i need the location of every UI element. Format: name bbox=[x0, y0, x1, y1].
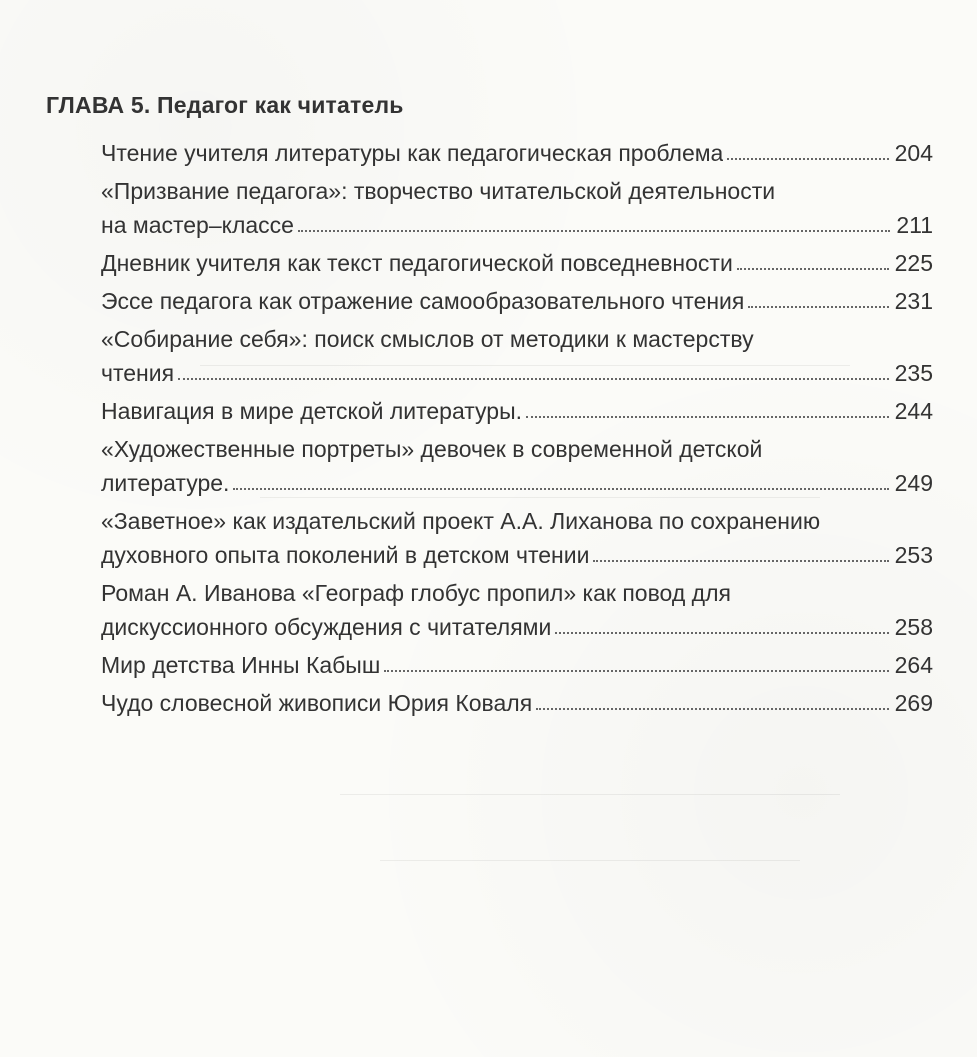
toc-entry bbox=[101, 174, 933, 242]
toc-entry-page-number: 225 bbox=[894, 250, 933, 276]
toc-entry-page-number: 231 bbox=[894, 288, 933, 314]
dot-leader bbox=[593, 560, 888, 562]
toc-entry-title-second-line: на мастер–классе bbox=[101, 212, 294, 238]
toc-entry-line bbox=[101, 246, 933, 280]
toc-entry-page-number: 244 bbox=[894, 398, 933, 424]
toc-entry-page-number: 253 bbox=[894, 542, 933, 568]
dot-leader bbox=[384, 670, 888, 672]
toc-entry-page-number: 204 bbox=[894, 140, 933, 166]
toc-entry-line bbox=[101, 356, 933, 390]
toc-entry-page-number: 249 bbox=[894, 470, 933, 496]
toc-entry bbox=[101, 686, 933, 720]
dot-leader bbox=[555, 632, 888, 634]
toc-entry-page-number: 264 bbox=[894, 652, 933, 678]
toc-entry-line bbox=[101, 466, 933, 500]
dot-leader bbox=[298, 230, 890, 232]
toc-entry-title-second-line: чтения bbox=[101, 360, 175, 386]
toc-entry-title: Эссе педагога как отражение самообразовательного чтения bbox=[101, 288, 745, 314]
toc-entry bbox=[101, 246, 933, 280]
chapter-title: ГЛАВА 5. Педагог как читатель bbox=[46, 92, 404, 118]
toc-entry bbox=[101, 136, 933, 170]
dot-leader bbox=[536, 708, 888, 710]
toc-entry-title: Мир детства Инны Кабыш bbox=[101, 652, 381, 678]
toc-entry-title: Навигация в мире детской литературы. bbox=[101, 398, 522, 424]
toc-entry-title-second-line: духовного опыта поколений в детском чтении bbox=[101, 542, 590, 568]
dot-leader bbox=[737, 268, 889, 270]
toc-entry-page-number: 211 bbox=[896, 212, 933, 238]
toc-entry-line bbox=[101, 648, 933, 682]
toc-entry-title: Чтение учителя литературы как педагогическая проблема bbox=[101, 140, 724, 166]
toc-entry-title-first-line: «Собирание себя»: поиск смыслов от методики к мастерству bbox=[101, 326, 754, 352]
dot-leader bbox=[233, 488, 888, 490]
toc-entry-title-second-line: литературе. bbox=[101, 470, 230, 496]
dot-leader bbox=[748, 306, 888, 308]
toc-entry-line bbox=[101, 208, 933, 242]
toc-entry-title-first-line: «Призвание педагога»: творчество читательской деятельности bbox=[101, 178, 776, 204]
toc-entry bbox=[101, 576, 933, 644]
toc-entry bbox=[101, 394, 933, 428]
toc-entry bbox=[101, 504, 933, 572]
dot-leader bbox=[178, 378, 889, 380]
toc-entry-line bbox=[101, 538, 933, 572]
toc-entry-title-first-line: «Художественные портреты» девочек в современной детской bbox=[101, 436, 763, 462]
toc-entry-title-first-line: Роман А. Иванова «Географ глобус пропил» как повод для bbox=[101, 580, 731, 606]
toc-entry bbox=[101, 648, 933, 682]
toc-entry-page-number: 258 bbox=[894, 614, 933, 640]
dot-leader bbox=[526, 416, 889, 418]
toc-entry-line bbox=[101, 686, 933, 720]
toc-entry bbox=[101, 432, 933, 500]
toc-entry-title: Чудо словесной живописи Юрия Коваля bbox=[101, 690, 533, 716]
toc-entry-title-second-line: дискуссионного обсуждения с читателями bbox=[101, 614, 552, 640]
background-faint-line bbox=[380, 860, 800, 861]
dot-leader bbox=[727, 158, 888, 160]
toc-entry-line bbox=[101, 610, 933, 644]
toc-entry bbox=[101, 284, 933, 318]
toc-entry-line bbox=[101, 284, 933, 318]
toc-entry-page-number: 235 bbox=[894, 360, 933, 386]
table-of-contents bbox=[101, 136, 933, 724]
background-faint-line bbox=[340, 794, 840, 795]
toc-entry-title-first-line: «Заветное» как издательский проект А.А. Лиханова по сохранению bbox=[101, 508, 821, 534]
toc-entry-line bbox=[101, 136, 933, 170]
toc-entry-page-number: 269 bbox=[894, 690, 933, 716]
toc-entry-line bbox=[101, 394, 933, 428]
toc-entry-title: Дневник учителя как текст педагогической повседневности bbox=[101, 250, 733, 276]
toc-entry bbox=[101, 322, 933, 390]
